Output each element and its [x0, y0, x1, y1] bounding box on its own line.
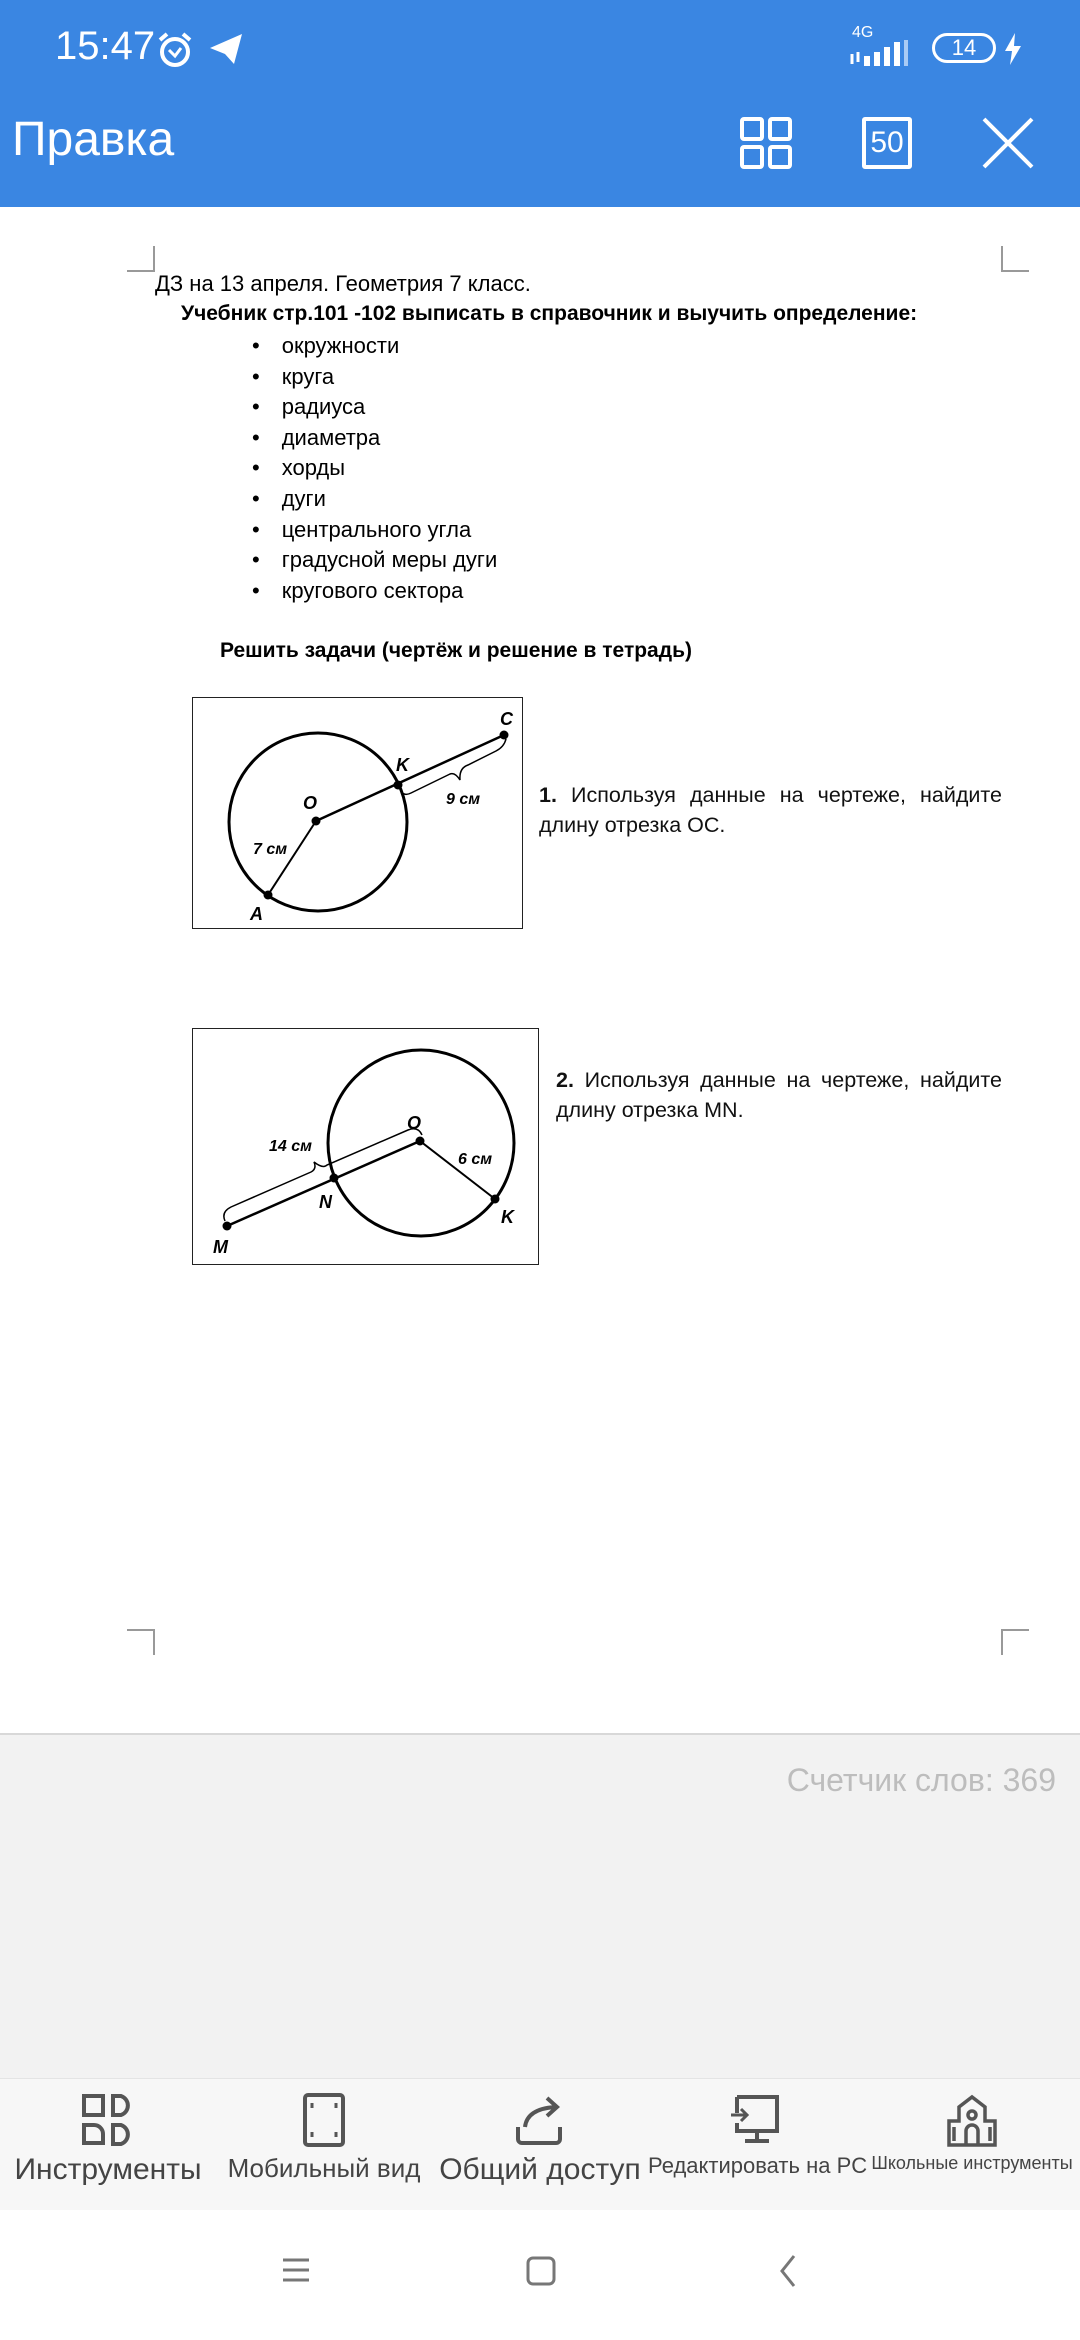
page-view-button[interactable]: 50: [862, 117, 912, 169]
task-1-text: [539, 780, 1002, 840]
brace-kc: [400, 739, 506, 794]
figure-2: [192, 1028, 539, 1265]
bullet-icon: •: [252, 577, 260, 603]
share-icon: [513, 2093, 567, 2147]
task-1-question: Используя данные на чертеже, найдите длину отрезка OC.: [539, 783, 1002, 837]
definition-list-item: [252, 517, 471, 543]
top-bar: [0, 0, 1080, 207]
school-tools-button[interactable]: [864, 2093, 1080, 2174]
doc-heading: ДЗ на 13 апреля. Геометрия 7 класс.: [155, 271, 531, 296]
edit-on-pc-label: Редактировать на PC: [648, 2153, 868, 2178]
word-counter: Счетчик слов: 369: [786, 1762, 1056, 1798]
battery-indicator: [932, 33, 996, 63]
recent-apps-icon[interactable]: [282, 2257, 310, 2283]
app-title: Правка: [12, 113, 175, 166]
point-o: [416, 1137, 425, 1146]
bullet-icon: •: [252, 424, 260, 450]
page-corner-mark: [1001, 246, 1029, 272]
definition-term: окружности: [281, 333, 400, 358]
point-m: [223, 1222, 232, 1231]
figure-1: [192, 697, 523, 929]
share-label: Общий доступ: [439, 2153, 641, 2186]
bullet-icon: •: [252, 394, 260, 420]
definition-list-item: [252, 333, 399, 359]
bullet-icon: •: [252, 333, 260, 358]
page-corner-mark: [127, 1629, 155, 1655]
task-2-question: Используя данные на чертеже, найдите длину отрезка MN.: [556, 1068, 1002, 1122]
definition-term: градусной меры дуги: [281, 547, 498, 573]
definition-list-item: [252, 394, 365, 420]
label-mo: 14 см: [269, 1138, 312, 1155]
label-m: M: [213, 1237, 228, 1257]
task-2-number: 2.: [556, 1068, 574, 1092]
label-a: A: [250, 904, 263, 924]
grid-view-icon[interactable]: [740, 117, 792, 169]
tools-label: Инструменты: [14, 2153, 202, 2186]
definition-list-item: [252, 578, 463, 604]
definition-list-item: [252, 486, 326, 512]
point-k: [491, 1195, 500, 1204]
doc-instruction: Учебник стр.101 -102 выписать в справочник и выучить определение:: [181, 302, 918, 325]
charging-icon: [1003, 33, 1023, 65]
definition-term: дуги: [281, 486, 326, 511]
telegram-icon: [208, 32, 244, 66]
page-corner-mark: [1001, 1629, 1029, 1655]
edit-on-pc-icon: [729, 2093, 783, 2147]
network-type: 4G: [852, 24, 874, 41]
segment-oc: [316, 735, 504, 821]
home-icon[interactable]: [526, 2256, 556, 2286]
radius-ok: [420, 1141, 495, 1199]
edit-on-pc-button[interactable]: [648, 2093, 868, 2179]
mobile-view-icon: [297, 2093, 351, 2147]
radius-oa: [268, 821, 316, 895]
page-corner-mark: [127, 246, 155, 272]
point-o: [312, 817, 321, 826]
point-n: [330, 1174, 339, 1183]
definition-term: центрального угла: [281, 516, 472, 542]
bottom-toolbar: [0, 2078, 1080, 2210]
mobile-view-label: Мобильный вид: [227, 2153, 421, 2183]
label-n: N: [319, 1192, 332, 1212]
signal-icon: [850, 40, 916, 66]
tasks-heading: Решить задачи (чертёж и решение в тетрадь): [220, 639, 692, 662]
definition-term: радиуса: [281, 394, 366, 420]
task-2-text: [556, 1065, 1002, 1125]
label-radius: 7 см: [253, 841, 288, 858]
definition-list-item: [252, 547, 497, 573]
share-button[interactable]: [432, 2093, 648, 2187]
point-c: [500, 731, 509, 740]
task-1-number: 1.: [539, 783, 557, 807]
system-nav-bar: [0, 2210, 1080, 2340]
bullet-icon: •: [252, 486, 260, 511]
mobile-view-button[interactable]: [216, 2093, 432, 2184]
close-icon[interactable]: [982, 117, 1034, 169]
document-page[interactable]: [0, 207, 1080, 1735]
tools-button[interactable]: [0, 2093, 216, 2187]
bullet-icon: •: [252, 516, 260, 542]
battery-level: 14: [951, 35, 977, 60]
bullet-icon: •: [252, 547, 260, 573]
label-o: O: [303, 793, 318, 813]
tools-icon: [81, 2093, 135, 2147]
point-k: [394, 781, 403, 790]
label-o: O: [407, 1113, 422, 1133]
bullet-icon: •: [252, 455, 260, 481]
label-kc: 9 см: [446, 791, 481, 808]
definition-list-item: [252, 425, 380, 451]
label-c: C: [500, 709, 513, 729]
definition-term: хорды: [281, 455, 346, 481]
back-icon[interactable]: [778, 2254, 798, 2288]
point-a: [264, 891, 273, 900]
label-k: K: [396, 755, 409, 775]
alarm-icon: [155, 30, 195, 70]
definition-list-item: [252, 364, 334, 390]
definition-term: диаметра: [281, 424, 381, 450]
definition-term: круга: [281, 363, 335, 389]
bullet-icon: •: [252, 363, 260, 389]
school-tools-label: Школьные инструменты: [871, 2153, 1073, 2173]
school-icon: [945, 2093, 999, 2147]
definition-term: кругового сектора: [281, 577, 464, 603]
label-radius: 6 см: [458, 1151, 493, 1168]
segment-mo: [227, 1141, 420, 1226]
definition-list-item: [252, 455, 345, 481]
status-time: 15:47: [55, 24, 156, 68]
label-k: K: [501, 1207, 514, 1227]
